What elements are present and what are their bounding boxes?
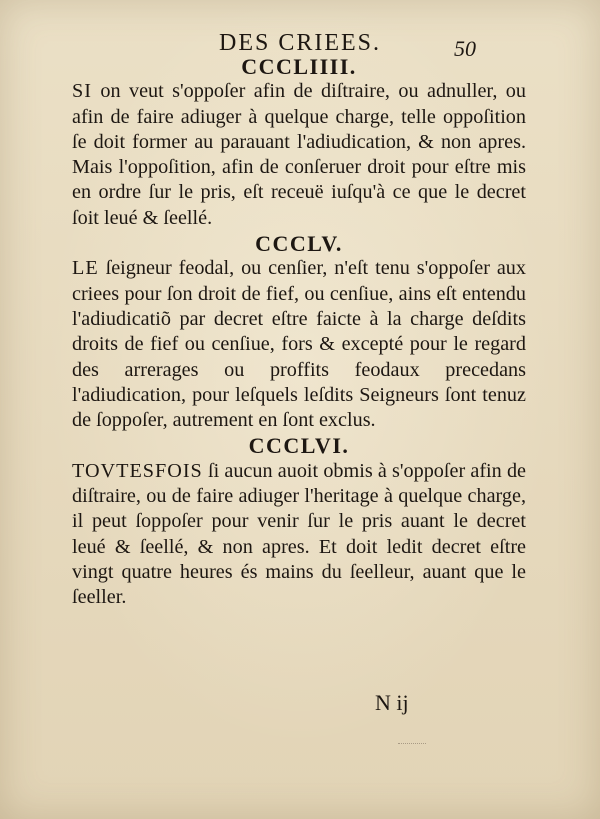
text-block <box>72 54 526 611</box>
running-head: DES CRIEES. <box>218 30 381 56</box>
article-text-356 <box>72 459 526 611</box>
article-heading-356: CCCLVI. <box>248 433 350 459</box>
folio-number: 50 <box>454 36 476 61</box>
signature-mark: N ij <box>375 690 409 715</box>
ink-smudge <box>398 735 426 744</box>
article-body-356: ſi aucun auoit obmis à s'oppoſer afin de diſtraire, ou de faire adiuger l'heritage à quelque charge, il peut ſoppoſer pour venir ſur le pris auant le decret leué & ſeellé, & non apres. Et doit ledit decret eſtre vingt quatre heures és mains du ſeelleur, auant que le ſeeller. <box>72 459 526 609</box>
article-heading-354: CCCLIIII. <box>241 54 357 79</box>
article-lead-356: TOVTESFOIS <box>72 459 203 482</box>
article-lead-355: LE <box>72 257 99 280</box>
article-lead-354: SI <box>72 80 92 103</box>
article-text-354 <box>72 79 526 231</box>
article-body-355: ſeigneur feodal, ou cenſier, n'eſt tenu s'oppoſer aux criees pour ſon droit de fief, ou cenſiue, ains eſt entendu l'adiudicatiõ par decret eſtre faicte à la charge deſdits droits de fief ou cenſiue, fors & excepté pour le regard des arrerages ou proffits feodaux precedans l'adiudication, pour leſquels leſdits Seigneurs ſont tenuz de ſoppoſer, autrement en ſont exclus. <box>72 257 526 432</box>
article-body-354: on veut s'oppoſer afin de diſtraire, ou adnuller, ou afin de faire adiuger à quelque charge, telle oppoſition ſe doit former au parauant l'adiudication, & non apres. Mais l'oppoſition, afin de conſeruer droit pour eſtre mis en ordre ſur le pris, eſt receuë iuſqu'à ce que le decret ſoit leué & ſeellé. <box>72 80 526 229</box>
article-text-355 <box>72 256 526 433</box>
article-heading-355: CCCLV. <box>255 231 343 257</box>
